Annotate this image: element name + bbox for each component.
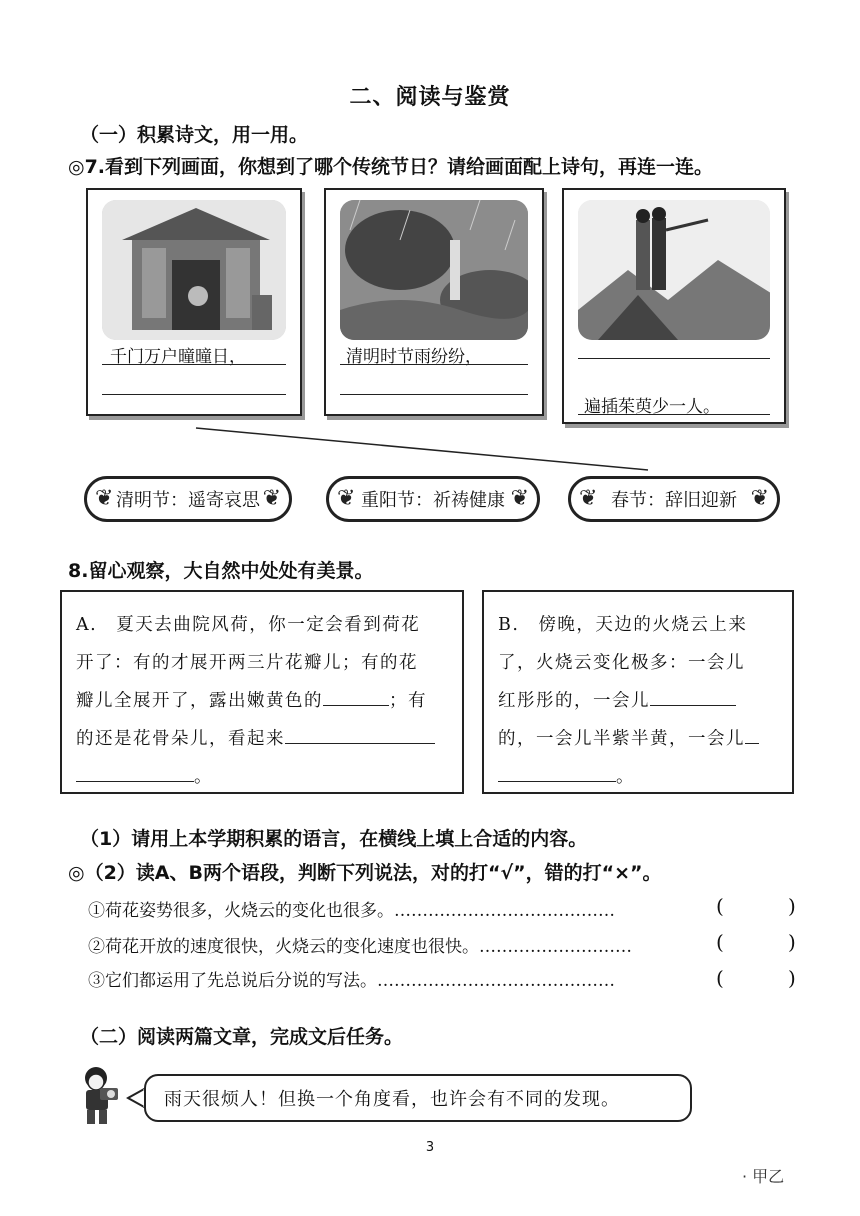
poem-line-2: 清明时节雨纷纷，: [346, 347, 482, 367]
bubble-tail-icon: [126, 1086, 146, 1110]
answer-box-1[interactable]: [730, 896, 784, 920]
blank-input[interactable]: [323, 682, 389, 706]
part2-heading: （二）阅读两篇文章，完成文后任务。: [80, 1026, 404, 1048]
paren-open: (: [716, 930, 724, 954]
answer-box-2[interactable]: [730, 932, 784, 956]
q7-question: ◎7.看到下列画面，你想到了哪个传统节日？请给画面配上诗句，再连一连。: [68, 156, 714, 178]
paren-close: ): [788, 930, 796, 954]
poem-line-1: 千门万户曈曈日，: [110, 347, 246, 367]
blank-input[interactable]: [745, 720, 759, 744]
judgment-1: ①荷花姿势很多，火烧云的变化也很多。…………………………………: [88, 901, 615, 921]
judgment-3: ③它们都运用了先总说后分说的写法。……………………………………: [88, 971, 615, 991]
passage-a: A. 夏天去曲院风荷，你一定会看到荷花 开了：有的才展开两三片花瓣儿；有的花 瓣儿全展开了，露出嫩黄色的 ；有 的还是花骨朵儿，看起来 。: [60, 590, 464, 794]
answer-box-3[interactable]: [730, 968, 784, 992]
section-title: 二、阅读与鉴赏: [349, 85, 511, 110]
festival-tag-double-ninth[interactable]: ❦ 重阳节：祈祷健康 ❦: [326, 476, 540, 522]
part1-heading: （一）积累诗文，用一用。: [80, 124, 309, 146]
page-number: 3: [425, 1140, 435, 1155]
child-photographer-icon: [70, 1064, 126, 1128]
q8-question: 8.留心观察，大自然中处处有美景。: [68, 560, 374, 582]
passage-b: B. 傍晚，天边的火烧云上来 了，火烧云变化极多：一会儿 红彤彤的，一会儿 的，一会儿半紫半黄，一会儿 。: [482, 590, 794, 794]
festival-tag-qingming[interactable]: ❦ 清明节：遥寄哀思 ❦: [84, 476, 292, 522]
leaf-left-icon: ❦: [337, 486, 356, 511]
judgment-2: ②荷花开放的速度很快，火烧云的变化速度也很快。………………………: [88, 937, 632, 957]
blank-input[interactable]: [498, 758, 616, 782]
watermark: · 甲乙: [742, 1167, 785, 1186]
paren-close: ): [788, 894, 796, 918]
speech-bubble: 雨天很烦人！但换一个角度看，也许会有不同的发现。: [144, 1074, 692, 1122]
blank-input[interactable]: [650, 682, 736, 706]
leaf-right-icon: ❦: [750, 486, 769, 511]
blank-input[interactable]: [76, 758, 194, 782]
q8-sub2: ◎（2）读A、B两个语段，判断下列说法，对的打“√”，错的打“×”。: [68, 862, 662, 884]
leaf-left-icon: ❦: [579, 486, 598, 511]
poem-line-3: 遍插茱萸少一人。: [584, 397, 720, 417]
paren-close: ): [788, 966, 796, 990]
blank-input[interactable]: [285, 720, 435, 744]
leaf-right-icon: ❦: [262, 486, 281, 511]
leaf-left-icon: ❦: [95, 486, 114, 511]
q8-sub1: （1）请用上本学期积累的语言，在横线上填上合适的内容。: [80, 828, 588, 850]
festival-tag-spring[interactable]: ❦ 春节：辞旧迎新 ❦: [568, 476, 780, 522]
paren-open: (: [716, 966, 724, 990]
paren-open: (: [716, 894, 724, 918]
leaf-right-icon: ❦: [510, 486, 529, 511]
